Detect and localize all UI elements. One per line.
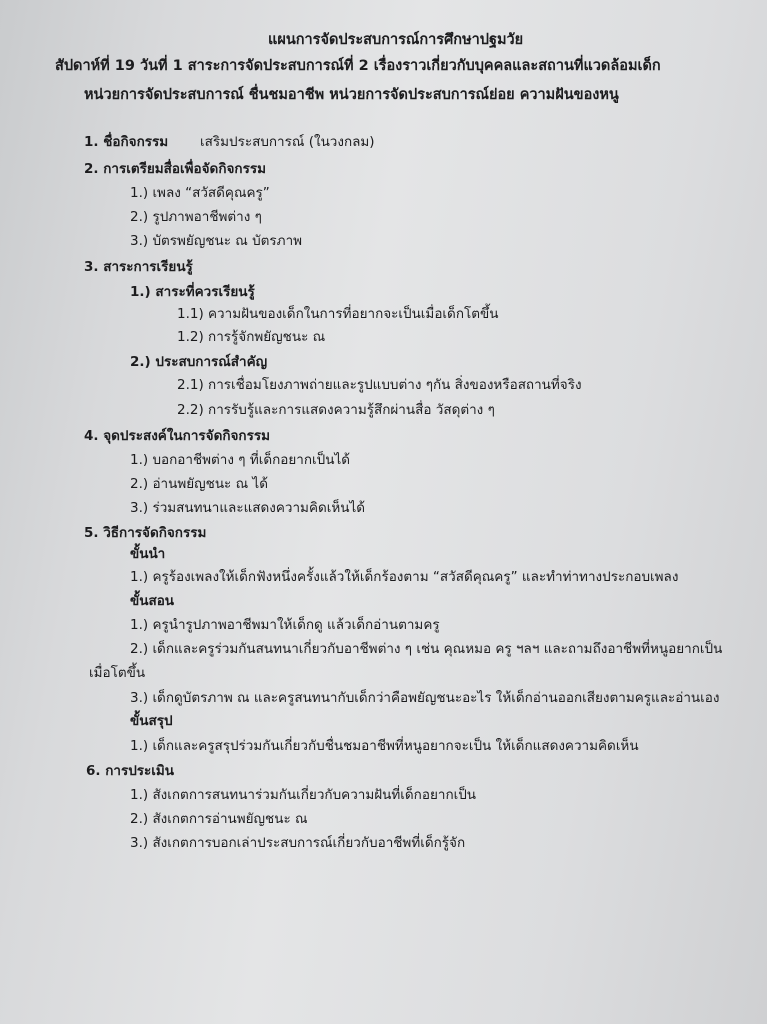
section-3-heading: 3. สาระการเรียนรู้ [84,259,193,275]
section-5-summary-label: ขั้นสรุป [130,713,173,729]
section-5-teach-item-continued: เมื่อโตขึ้น [89,665,146,681]
section-3-sub2-item: 2.2) การรับรู้และการแสดงความรู้สึกผ่านสื่อ วัสดุต่าง ๆ [177,402,495,418]
section-6-item: 1.) สังเกตการสนทนาร่วมกันเกี่ยวกับความฝันที่เด็กอยากเป็น [130,787,477,803]
section-5-intro-item: 1.) ครูร้องเพลงให้เด็กฟังหนึ่งครั้งแล้วให้เด็กร้องตาม “สวัสดีคุณครู” และทำท่าทางประกอบเพลง [130,569,679,585]
section-5-teach-item: 2.) เด็กและครูร่วมกันสนทนาเกี่ยวกับอาชีพต่าง ๆ เช่น คุณหมอ ครู ฯลฯ และถามถึงอาชีพที่หนูอยากเป็น [130,641,723,657]
section-5-intro-label: ขั้นนำ [130,546,166,562]
section-5-teach-label: ขั้นสอน [130,593,175,609]
section-1-text: เสริมประสบการณ์ (ในวงกลม) [200,134,375,150]
section-3-sub1-item: 1.1) ความฝันของเด็กในการที่อยากจะเป็นเมื่อเด็กโตขึ้น [177,306,499,322]
section-3-sub2-item: 2.1) การเชื่อมโยงภาพถ่ายและรูปแบบต่าง ๆกัน สิ่งของหรือสถานที่จริง [177,377,582,393]
section-3-sub1: 1.) สาระที่ควรเรียนรู้ [130,284,255,300]
section-2-item: 3.) บัตรพยัญชนะ ณ บัตรภาพ [130,233,303,249]
document-subtitle-week: สัปดาห์ที่ 19 วันที่ 1 สาระการจัดประสบการณ์ที่ 2 เรื่องราวเกี่ยวกับบุคคลและสถานที่แวดล้อมเด็ก [55,58,661,74]
section-3-sub2: 2.) ประสบการณ์สำคัญ [130,354,268,370]
section-4-item: 2.) อ่านพยัญชนะ ณ ได้ [130,476,268,492]
section-3-sub1-item: 1.2) การรู้จักพยัญชนะ ณ [177,329,326,345]
section-1-heading: 1. ชื่อกิจกรรม [84,134,169,150]
section-6-item: 2.) สังเกตการอ่านพยัญชนะ ณ [130,811,308,827]
document-subtitle-unit: หน่วยการจัดประสบการณ์ ชื่นชมอาชีพ หน่วยการจัดประสบการณ์ย่อย ความฝันของหนู [84,87,619,103]
section-6-heading: 6. การประเมิน [86,763,175,779]
section-5-summary-item: 1.) เด็กและครูสรุปร่วมกันเกี่ยวกับชื่นชมอาชีพที่หนูอยากจะเป็น ให้เด็กแสดงความคิดเห็น [130,738,639,754]
section-4-heading: 4. จุดประสงค์ในการจัดกิจกรรม [84,428,270,444]
section-5-heading: 5. วิธีการจัดกิจกรรม [84,525,207,541]
section-2-item: 1.) เพลง “สวัสดีคุณครู” [130,185,270,201]
section-2-heading: 2. การเตรียมสื่อเพื่อจัดกิจกรรม [84,161,266,177]
section-4-item: 1.) บอกอาชีพต่าง ๆ ที่เด็กอยากเป็นได้ [130,452,351,468]
section-5-teach-item: 3.) เด็กดูบัตรภาพ ณ และครูสนทนากับเด็กว่าคือพยัญชนะอะไร ให้เด็กอ่านออกเสียงตามครูและอ่านเอง [130,690,720,706]
section-2-item: 2.) รูปภาพอาชีพต่าง ๆ [130,209,262,225]
section-5-teach-item: 1.) ครูนำรูปภาพอาชีพมาให้เด็กดู แล้วเด็กอ่านตามครู [130,617,440,633]
section-4-item: 3.) ร่วมสนทนาและแสดงความคิดเห็นได้ [130,500,366,516]
document-title: แผนการจัดประสบการณ์การศึกษาปฐมวัย [268,32,524,48]
section-6-item: 3.) สังเกตการบอกเล่าประสบการณ์เกี่ยวกับอาชีพที่เด็กรู้จัก [130,835,466,851]
